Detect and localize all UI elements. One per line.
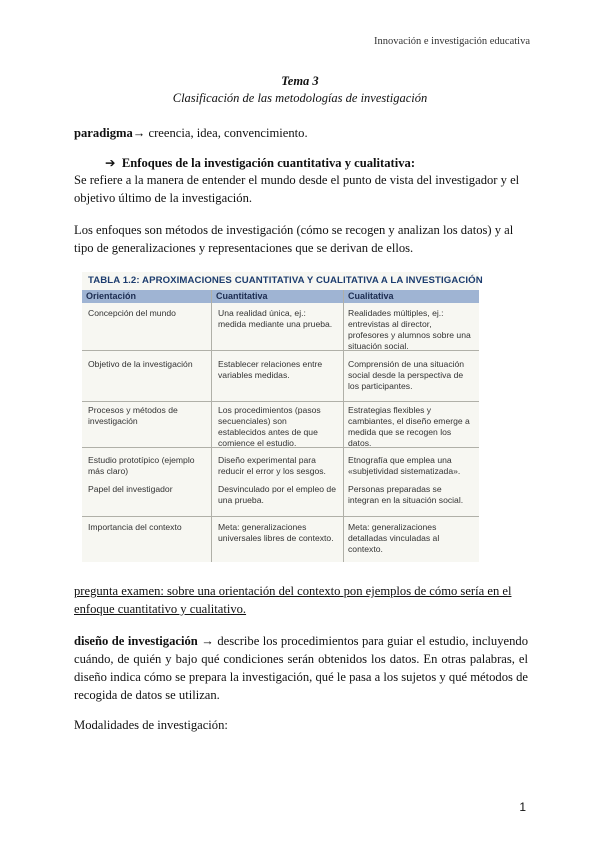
table-divider (343, 290, 344, 562)
table-header-cell: Cualitativa (348, 291, 394, 301)
table-cell: Personas preparadas se integran en la situación social. (348, 484, 464, 505)
table-cell: Procesos y métodos de investigación (88, 405, 178, 426)
title-block (0, 73, 600, 107)
arrow-icon: → (132, 126, 146, 140)
page-number: 1 (519, 800, 526, 814)
bullet-arrow-icon: ➔ (105, 156, 116, 170)
table-cell: Concepción del mundo (88, 308, 176, 318)
page-title: Tema 3 (281, 74, 319, 88)
table-cell: Importancia del contexto (88, 522, 182, 532)
page-subtitle: Clasificación de las metodologías de investigación (172, 91, 428, 105)
table-cell: Etnografía que emplea una «subjetividad sistematizada». (348, 455, 461, 476)
table-cell: Comprensión de una situación social desde la perspectiva de los participantes. (348, 359, 465, 391)
table-cell: Estrategias flexibles y cambiantes, el diseño emerge a medida que se recogen los datos. (348, 405, 470, 448)
table-divider (82, 516, 479, 517)
table-cell: Meta: generalizaciones detalladas vinculadas al contexto. (348, 522, 440, 554)
diseno-text: describe los procedimientos para guiar el estudio, incluyendo cuándo, de quién y bajo qué condiciones serán obtenidos los datos. En otras palabras, el diseño indica cómo se prepara la investigación, qué le pasa a los sujetos y qué métodos de recogida de datos se utilizan. (74, 634, 528, 702)
table-cell: Objetivo de la investigación (88, 359, 193, 369)
table-divider (211, 290, 212, 562)
table-title: TABLA 1.2: APROXIMACIONES CUANTITATIVA Y CUALITATIVA A LA INVESTIGACIÓN (88, 275, 483, 286)
paradigma-definition (74, 124, 528, 142)
enfoques-methods-text: Los enfoques son métodos de investigación (cómo se recogen y analizan los datos) y al tipo de generalizaciones y representaciones que se derivan de ellos. (74, 223, 514, 255)
paradigma-term: paradigma (74, 126, 133, 140)
enfoques-text: Se refiere a la manera de entender el mundo desde el punto de vista del investigador y el objetivo último de la investigación. (74, 173, 520, 205)
exam-question-note: pregunta examen: sobre una orientación del contexto pon ejemplos de cómo sería en el enfoque cuantitativo y cualitativo. (74, 584, 512, 616)
table-cell: Estudio prototípico (ejemplo más claro) (88, 455, 195, 476)
table-cell: Establecer relaciones entre variables medidas. (218, 359, 323, 380)
paradigma-text: creencia, idea, convencimiento. (145, 126, 308, 140)
table-cell: Los procedimientos (pasos secuenciales) son establecidos antes de que comience el estudio. (218, 405, 321, 448)
modalidades-heading: Modalidades de investigación: (74, 718, 228, 732)
table-header-cell: Cuantitativa (216, 291, 268, 301)
enfoques-heading (105, 154, 415, 172)
table-cell: Meta: generalizaciones universales libres de contexto. (218, 522, 334, 543)
comparison-table-image (82, 272, 483, 562)
table-header-cell: Orientación (86, 291, 137, 301)
table-cell: Papel del investigador (88, 484, 173, 494)
diseno-term: diseño de investigación (74, 634, 198, 648)
enfoques-heading-text: Enfoques de la investigación cuantitativa y cualitativa: (121, 156, 416, 170)
table-cell: Diseño experimental para reducir el error y los sesgos. (218, 455, 326, 476)
table-cell: Desvinculado por el empleo de una prueba. (218, 484, 336, 505)
table-cell: Realidades múltiples, ej.: entrevistas al director, profesores y alumnos sobre una situación social. (348, 308, 471, 351)
table-cell: Una realidad única, ej.: medida mediante una prueba. (218, 308, 333, 329)
diseno-definition (74, 632, 528, 704)
running-header: Innovación e investigación educativa (374, 36, 530, 47)
table-divider (82, 401, 479, 402)
table-header-row (82, 290, 479, 303)
arrow-icon: → (201, 634, 214, 648)
